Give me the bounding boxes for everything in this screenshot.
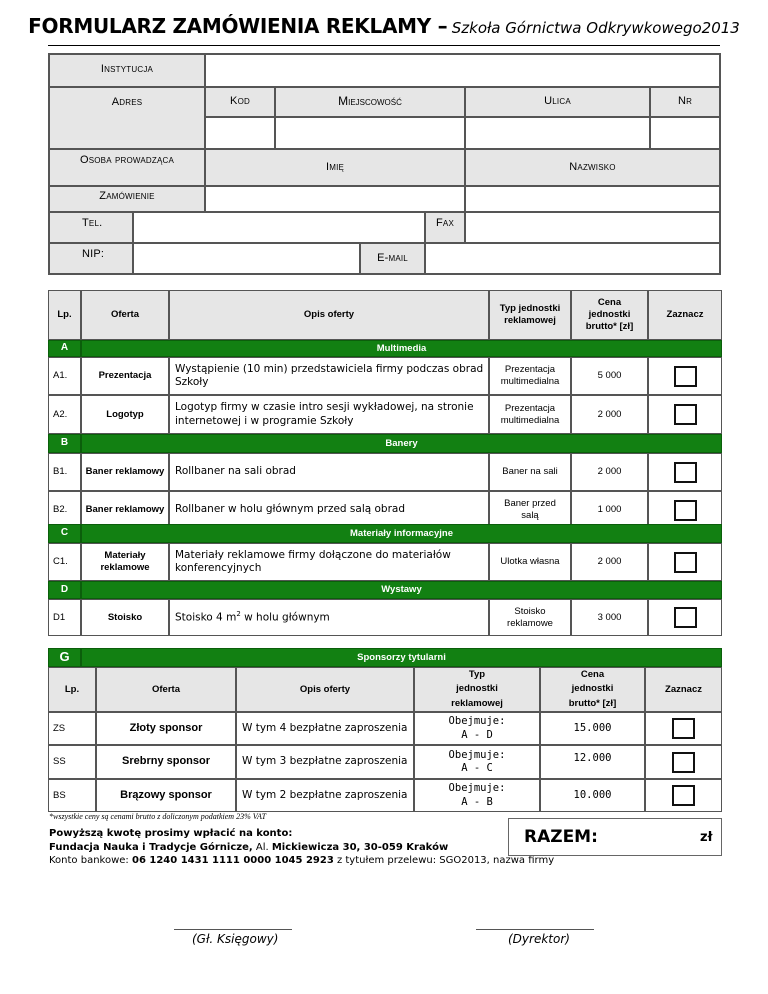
input-imie[interactable]: [205, 186, 465, 212]
label-imie: Imię: [205, 149, 465, 186]
label-email: E-mail: [360, 243, 425, 274]
label-fax: Fax: [425, 212, 465, 243]
label-nazwisko: Nazwisko: [465, 149, 720, 186]
input-instytucja[interactable]: [205, 54, 720, 87]
signature-line-accountant: [174, 929, 292, 930]
section-title: Multimedia: [81, 340, 722, 357]
title-sub: Szkoła Górnictwa Odkrywkowego2013: [451, 19, 740, 37]
input-miejscowosc[interactable]: [275, 117, 465, 149]
select-checkbox[interactable]: [672, 752, 695, 773]
section-title: Sponsorzy tytularni: [81, 648, 722, 667]
col-typ: Typ jednostki reklamowej: [489, 290, 571, 340]
label-zamowienie: Zamówienie: [49, 186, 205, 212]
col-typ: Typ jednostki reklamowej: [414, 667, 540, 712]
section-title: Banery: [81, 434, 722, 453]
input-email[interactable]: [425, 243, 720, 274]
section-code: G: [48, 648, 81, 667]
section-code: B: [48, 434, 81, 453]
payment-info: Powyższą kwotę prosimy wpłacić na konto: Fundacja Nauka i Tradycje Górnicze, Al. Mickiewicza 30, 30-059 Kraków Konto bankowe: 06 1240 1431 1111 0000 1045 2923 z tytułem przelewu: SGO2013, nazwa firmy: [49, 828, 555, 866]
label-ulica: Ulica: [465, 87, 650, 117]
select-checkbox[interactable]: [674, 404, 697, 425]
input-nr[interactable]: [650, 117, 720, 149]
col-zaznacz: Zaznacz: [645, 667, 722, 712]
section-code: A: [48, 340, 81, 357]
page-title: [0, 14, 768, 38]
label-adres: Adres: [49, 87, 205, 149]
select-checkbox[interactable]: [674, 552, 697, 573]
col-oferta: Oferta: [96, 667, 236, 712]
col-cena: Cena jednostki brutto* [zł]: [571, 290, 648, 340]
col-lp: Lp.: [48, 290, 81, 340]
section-code: D: [48, 581, 81, 599]
label-tel: Tel.: [49, 212, 133, 243]
signature-line-director: [476, 929, 594, 930]
total-currency: zł: [700, 830, 713, 845]
label-instytucja: Instytucja: [49, 54, 205, 87]
input-nip[interactable]: [133, 243, 360, 274]
label-nip: NIP:: [49, 243, 133, 274]
signature-accountant: (Gł. Księgowy): [192, 932, 279, 946]
section-title: Materiały informacyjne: [81, 524, 722, 543]
select-checkbox[interactable]: [672, 718, 695, 739]
col-lp: Lp.: [48, 667, 96, 712]
label-nr: Nr: [650, 87, 720, 117]
label-osoba: Osoba prowadząca: [49, 149, 205, 186]
title-main: FORMULARZ ZAMÓWIENIA REKLAMY –: [28, 14, 448, 38]
select-checkbox[interactable]: [674, 462, 697, 483]
input-fax[interactable]: [465, 212, 720, 243]
section-code: C: [48, 524, 81, 543]
col-opis: Opis oferty: [236, 667, 414, 712]
section-title: Wystawy: [81, 581, 722, 599]
title-underline: [48, 45, 720, 46]
input-nazwisko[interactable]: [465, 186, 720, 212]
col-zaznacz: Zaznacz: [648, 290, 722, 340]
select-checkbox[interactable]: [674, 607, 697, 628]
signature-director: (Dyrektor): [508, 932, 570, 946]
col-oferta: Oferta: [81, 290, 169, 340]
vat-note: *wszystkie ceny są cenami brutto z doliczonym podatkiem 23% VAT: [49, 812, 267, 821]
label-kod: Kod: [205, 87, 275, 117]
input-tel[interactable]: [133, 212, 425, 243]
select-checkbox[interactable]: [674, 366, 697, 387]
input-kod[interactable]: [205, 117, 275, 149]
col-opis: Opis oferty: [169, 290, 489, 340]
select-checkbox[interactable]: [672, 785, 695, 806]
input-ulica[interactable]: [465, 117, 650, 149]
total-label: RAZEM:: [524, 827, 598, 847]
col-cena: Cena jednostki brutto* [zł]: [540, 667, 645, 712]
select-checkbox[interactable]: [674, 500, 697, 521]
label-miejscowosc: Miejscowość: [275, 87, 465, 117]
